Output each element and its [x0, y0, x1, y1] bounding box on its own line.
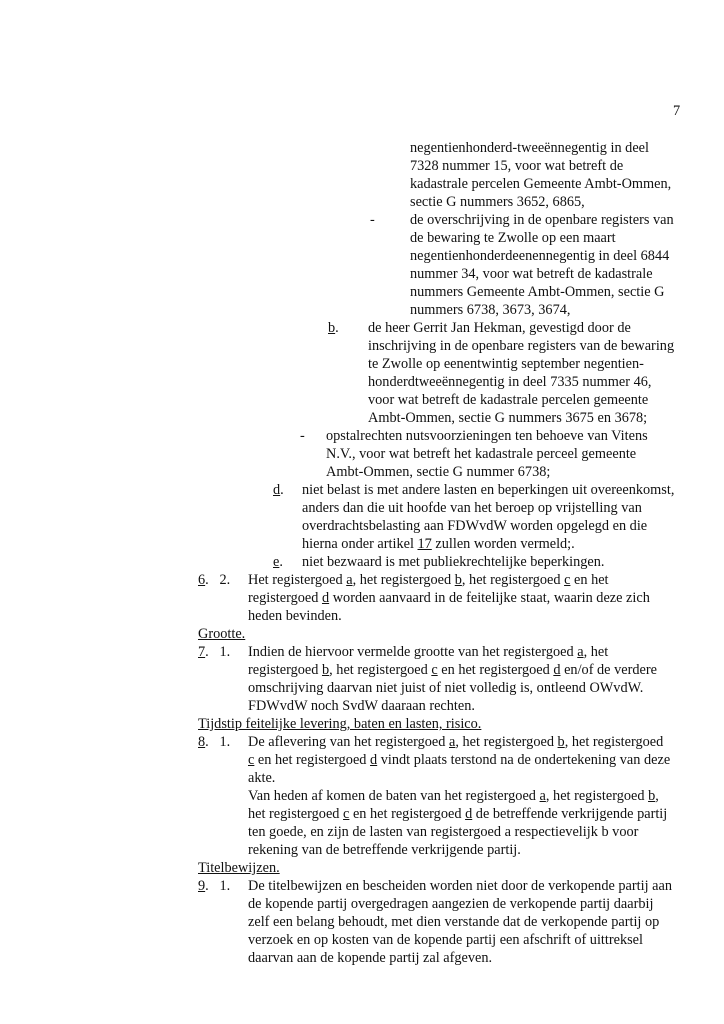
text-line: nummers Gemeente Ambt-Ommen, sectie G: [410, 284, 665, 300]
text-line: overdrachtsbelasting aan FDWvdW worden opgelegd en die: [302, 518, 648, 534]
text-line: het registergoed c en het registergoed d de betreffende verkrijgende partij: [248, 806, 668, 822]
text-line: De titelbewijzen en bescheiden worden niet door de verkopende partij aan: [248, 878, 672, 894]
text-line: heden bevinden.: [248, 608, 342, 624]
text-line: ten goede, en zijn de lasten van registergoed a respectievelijk b voor: [248, 824, 639, 840]
section-heading: Tijdstip feitelijke levering, baten en lasten, risico.: [198, 716, 482, 732]
text-line: opstalrechten nutsvoorzieningen ten behoeve van Vitens: [326, 428, 648, 444]
list-dash-marker: -: [370, 212, 375, 228]
text-line: niet belast is met andere lasten en beperkingen uit overeenkomst,: [302, 482, 675, 498]
text-line: 7328 nummer 15, voor wat betreft de: [410, 158, 624, 174]
text-line: c en het registergoed d vindt plaats terstond na de ondertekening van deze: [248, 752, 671, 768]
text-line: zelf een belang behoudt, met dien verstande dat de verkopende partij op: [248, 914, 660, 930]
text-line: De aflevering van het registergoed a, het registergoed b, het registergoed: [248, 734, 664, 750]
text-line: Van heden af komen de baten van het registergoed a, het registergoed b,: [248, 788, 659, 804]
text-line: sectie G nummers 3652, 6865,: [410, 194, 585, 210]
section-heading: Titelbewijzen.: [198, 860, 280, 876]
text-line: rekening van de betreffende verkrijgende partij.: [248, 842, 521, 858]
text-line: hierna onder artikel 17 zullen worden vermeld;.: [302, 536, 575, 552]
text-line: kadastrale percelen Gemeente Ambt-Ommen,: [410, 176, 672, 192]
text-line: de bewaring te Zwolle op een maart: [410, 230, 616, 246]
text-line: N.V., voor wat betreft het kadastrale perceel gemeente: [326, 446, 637, 462]
text-line: Ambt-Ommen, sectie G nummer 6738;: [326, 464, 551, 480]
article-number: 7. 1.: [198, 644, 231, 660]
text-line: inschrijving in de openbare registers van de bewaring: [368, 338, 675, 354]
text-line: negentienhonderdeenennegentig in deel 6844: [410, 248, 670, 264]
text-line: de heer Gerrit Jan Hekman, gevestigd door de: [368, 320, 631, 336]
text-line: Het registergoed a, het registergoed b, het registergoed c en het: [248, 572, 609, 588]
article-number: 8. 1.: [198, 734, 231, 750]
text-line: FDWvdW noch SvdW daaraan rechten.: [248, 698, 475, 714]
text-line: akte.: [248, 770, 276, 786]
page-number: 7: [673, 103, 681, 119]
article-number: 9. 1.: [198, 878, 231, 894]
text-line: nummers 6738, 3673, 3674,: [410, 302, 571, 318]
text-line: honderdtweeënnegentig in deel 7335 nummer 46,: [368, 374, 652, 390]
text-line: registergoed d worden aanvaard in de feitelijke staat, waarin deze zich: [248, 590, 650, 606]
text-line: de kopende partij overgedragen aangezien de verkopende partij daarbij: [248, 896, 654, 912]
text-line: anders dan die uit hoofde van het beroep op vrijstelling van: [302, 500, 642, 516]
text-line: daarvan aan de kopende partij zal afgeven.: [248, 950, 493, 966]
list-marker-e: e.: [273, 554, 283, 570]
text-line: Ambt-Ommen, sectie G nummers 3675 en 3678;: [368, 410, 648, 426]
text-line: nummer 34, voor wat betreft de kadastrale: [410, 266, 653, 282]
text-line: voor wat betreft de kadastrale percelen gemeente: [368, 392, 649, 408]
text-line: verzoek en op kosten van de kopende partij een afschrift of uittreksel: [248, 932, 644, 948]
article-reference: 17: [417, 536, 432, 552]
text-line: omschrijving daarvan niet juist of niet volledig is, ontleend OWvdW.: [248, 680, 644, 696]
text-line: Indien de hiervoor vermelde grootte van het registergoed a, het: [248, 644, 609, 660]
article-number: 6. 2.: [198, 572, 231, 588]
text-line: negentienhonderd-tweeënnegentig in deel: [410, 140, 649, 156]
section-heading: Grootte.: [198, 626, 246, 642]
text-line: registergoed b, het registergoed c en het registergoed d en/of de verdere: [248, 662, 657, 678]
text-line: niet bezwaard is met publiekrechtelijke beperkingen.: [302, 554, 605, 570]
list-marker-b: b.: [328, 320, 339, 336]
list-marker-d: d.: [273, 482, 284, 498]
text-line: te Zwolle op eenentwintig september negentien-: [368, 356, 644, 372]
list-dash-marker: -: [300, 428, 305, 444]
text-line: de overschrijving in de openbare registers van: [410, 212, 674, 228]
